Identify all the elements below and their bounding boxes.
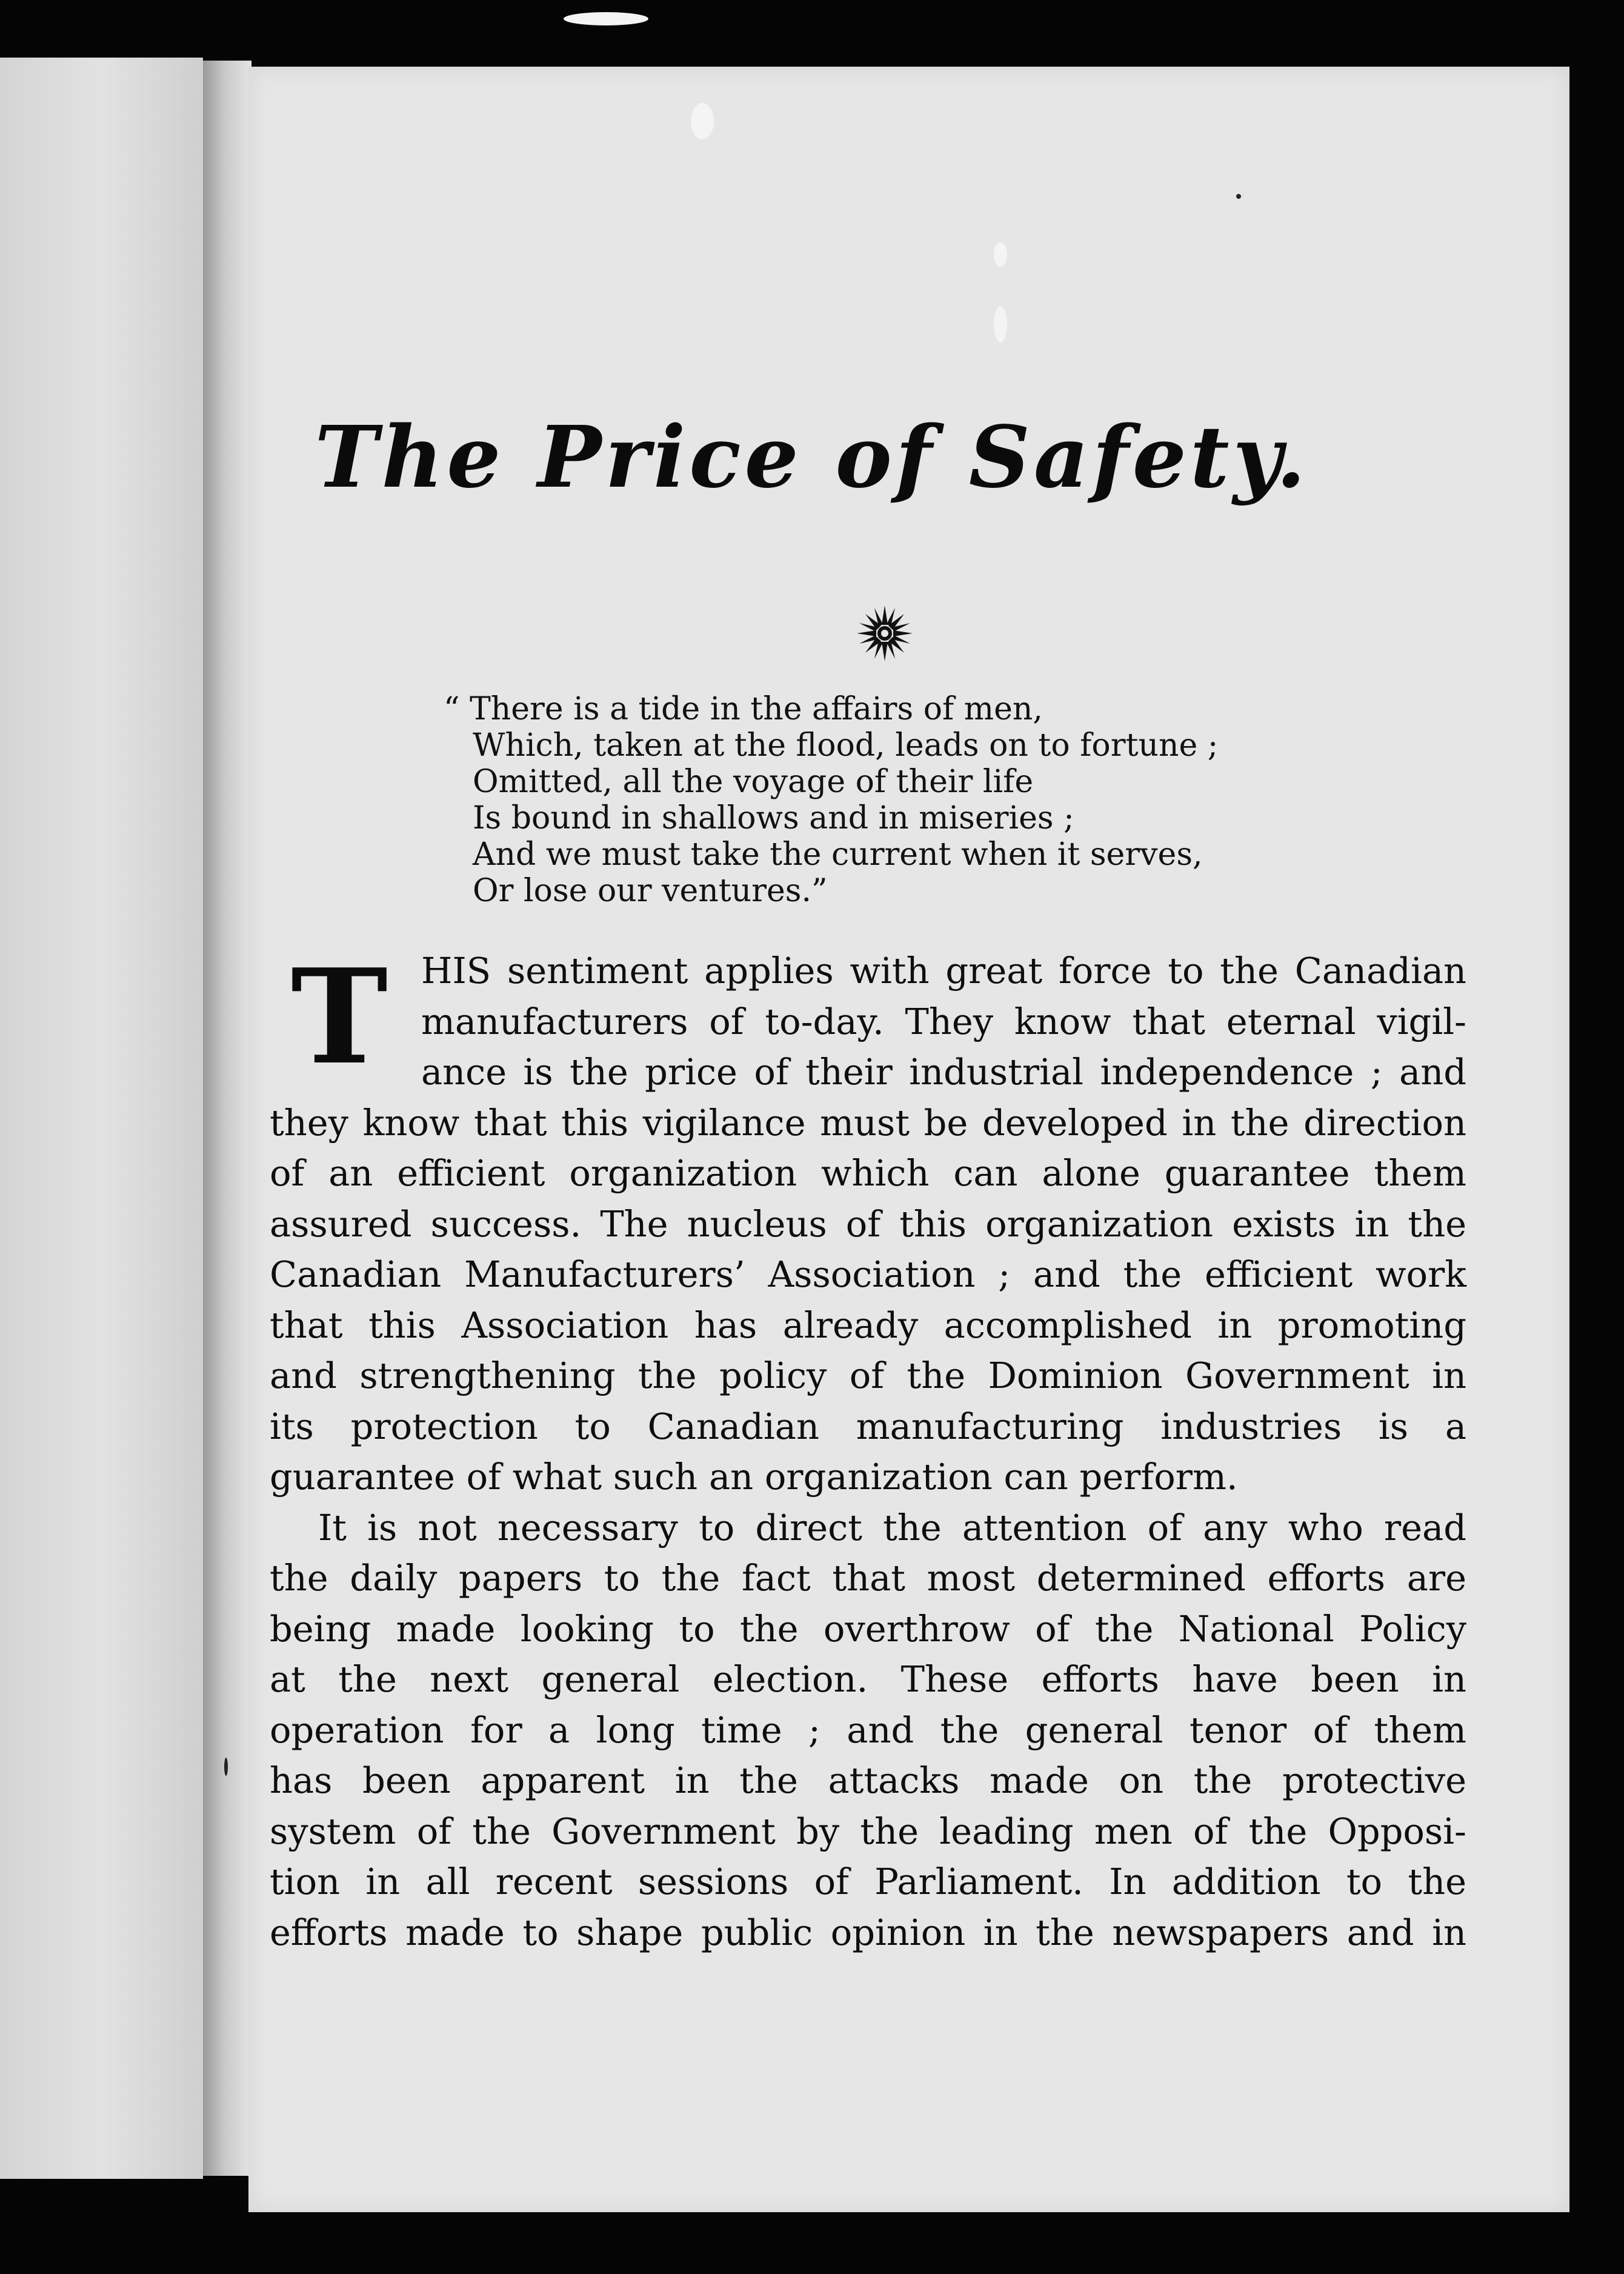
text-line: It is not necessary to direct the attention of any who read: [318, 1506, 1466, 1549]
text-line: efforts made to shape public opinion in the newspapers and in: [270, 1911, 1466, 1953]
dust-speck: [564, 12, 648, 25]
text-line: system of the Government by the leading men of the Opposi-: [270, 1810, 1466, 1852]
sunburst-ornament-icon: [854, 603, 915, 664]
text-line: ance is the price of their industrial independence ; and: [421, 1051, 1466, 1093]
paragraph-2: [270, 1502, 1466, 1958]
text-line: has been apparent in the attacks made on the protective: [270, 1759, 1466, 1801]
drop-cap: T: [291, 940, 388, 1093]
text-line: Canadian Manufacturers’ Association ; and the efficient work: [270, 1253, 1466, 1295]
epigraph-line: Which, taken at the flood, leads on to fortune ;: [473, 727, 1219, 764]
dust-speck: [994, 242, 1007, 267]
text-line: that this Association has already accomplished in promoting: [270, 1304, 1466, 1346]
epigraph-line: Is bound in shallows and in miseries ;: [473, 800, 1074, 836]
page-title: The Price of Safety.: [314, 408, 1310, 507]
epigraph-line: Or lose our ventures.”: [473, 873, 828, 909]
text-line: of an efficient organization which can alone guarantee them: [270, 1152, 1466, 1194]
dust-speck: [994, 306, 1007, 342]
dust-speck: [224, 1758, 228, 1776]
text-line: manufacturers of to-day. They know that eternal vigil-: [421, 1000, 1466, 1042]
text-line: assured success. The nucleus of this organization exists in the: [270, 1202, 1466, 1245]
text-line: being made looking to the overthrow of the National Policy: [270, 1607, 1466, 1650]
epigraph-quote: [444, 691, 1333, 909]
text-line: guarantee of what such an organization can perform.: [270, 1456, 1238, 1498]
epigraph-line: And we must take the current when it serves,: [473, 836, 1203, 873]
text-line: HIS sentiment applies with great force to the Canadian: [421, 950, 1466, 992]
epigraph-line: Omitted, all the voyage of their life: [473, 764, 1034, 800]
dust-speck: [1236, 194, 1241, 199]
text-line: its protection to Canadian manufacturing industries is a: [270, 1405, 1466, 1447]
left-page-edge: [0, 58, 203, 2179]
text-line: tion in all recent sessions of Parliament. In addition to the: [270, 1861, 1466, 1902]
dust-speck: [691, 103, 714, 139]
text-line: and strengthening the policy of the Dominion Government in: [270, 1355, 1466, 1396]
paragraph-1: [270, 940, 1466, 1502]
book-gutter: [203, 61, 251, 2176]
body-text: [270, 940, 1466, 1958]
text-line: they know that this vigilance must be developed in the direction: [270, 1101, 1466, 1144]
text-line: at the next general election. These efforts have been in: [270, 1658, 1466, 1700]
epigraph-line: “ There is a tide in the affairs of men,: [444, 691, 1043, 727]
text-line: the daily papers to the fact that most determined efforts are: [270, 1557, 1466, 1599]
text-line: operation for a long time ; and the general tenor of them: [270, 1709, 1466, 1751]
